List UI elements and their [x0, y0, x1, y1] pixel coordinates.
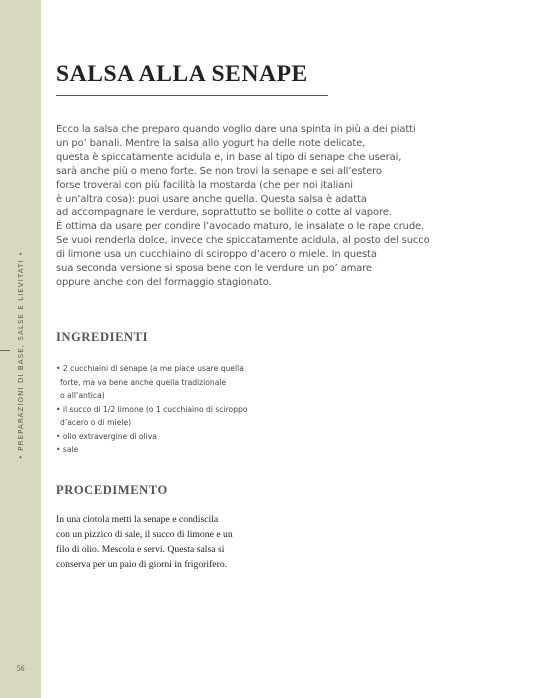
intro-line: Se vuoi renderla dolce, invece che spiccatamente acidula, al posto del succo	[56, 235, 430, 247]
ingredients-list	[56, 362, 316, 457]
intro-paragraph	[56, 123, 466, 290]
section-label: • PREPARAZIONI DI BASE, SALSE E LIEVITATI •	[17, 250, 25, 460]
procedure-paragraph	[56, 512, 256, 572]
intro-line: forse troverai con più facilità la mostarda (che per noi italiani	[56, 179, 353, 191]
intro-line: di limone usa un cucchiaino di sciroppo d’acero o miele. In questa	[56, 249, 377, 261]
intro-line: un po’ banali. Mentre la salsa allo yogurt ha delle note delicate,	[56, 137, 366, 149]
procedure-heading: PROCEDIMENTO	[56, 483, 168, 497]
intro-line: ad accompagnare le verdure, soprattutto se bollite o cotte al vapore.	[56, 207, 392, 219]
ingredient-item: • olio extravergine di oliva	[56, 431, 157, 441]
ingredient-item-continuation: forte, ma va bene anche quella tradizionale	[60, 377, 227, 387]
page-number: 56	[16, 664, 25, 673]
title-underline	[56, 95, 328, 96]
ingredient-item: • il succo di 1/2 limone (o 1 cucchiaino di sciroppo	[56, 404, 248, 414]
procedure-line: In una ciotola metti la senape e condiscila	[56, 514, 219, 525]
intro-line: È ottima da usare per condire l’avocado maturo, le insalate o le rape crude.	[56, 221, 425, 233]
ingredients-heading: INGREDIENTI	[56, 330, 149, 344]
intro-line: oppure anche con del formaggio stagionato.	[56, 276, 272, 288]
recipe-title: SALSA ALLA SENAPE	[56, 61, 308, 87]
ingredient-item: • 2 cucchiaini di senape (a me piace usare quella	[56, 364, 244, 373]
intro-line: Ecco la salsa che preparo quando voglio dare una spinta in più a dei piatti	[56, 124, 416, 135]
sidebar-band	[0, 0, 41, 698]
sidebar-marker-line	[0, 350, 10, 351]
intro-line: sua seconda versione si sposa bene con le verdure un po’ amare	[56, 263, 372, 275]
ingredient-item-continuation: o all’antica)	[60, 391, 105, 400]
procedure-line: conserva per un paio di giorni in frigorifero.	[56, 559, 228, 570]
intro-line: questa è spiccatamente acidula e, in base al tipo di senape che userai,	[56, 151, 402, 163]
ingredient-item: • sale	[56, 445, 79, 454]
intro-line: sarà anche più o meno forte. Se non trovi la senape e sei all’estero	[56, 165, 382, 177]
procedure-line: con un pizzico di sale, il succo di limone e un	[56, 529, 233, 540]
ingredient-item-continuation: d’acero o di miele)	[60, 418, 132, 427]
procedure-line: filo di olio. Mescola e servi. Questa salsa si	[56, 544, 225, 555]
intro-line: è un’altra cosa): puoi usare anche quella. Questa salsa è adatta	[56, 193, 367, 205]
